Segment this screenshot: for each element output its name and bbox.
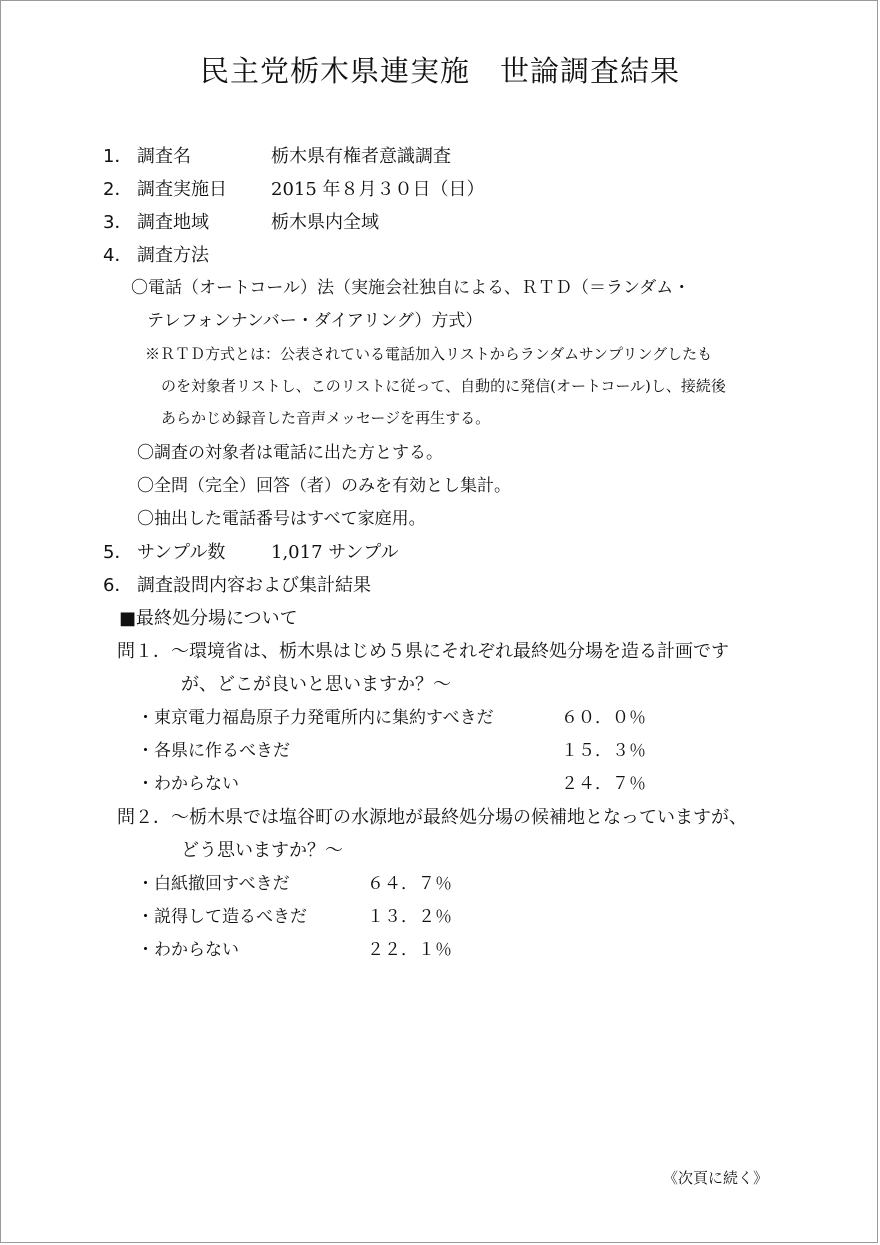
- question-1-line-1: 問１．～環境省は、栃木県はじめ５県にそれぞれ最終処分場を造る計画です: [117, 641, 729, 662]
- section-6-label: 調査設問内容および集計結果: [137, 575, 371, 596]
- section-2-number: 2．: [103, 179, 133, 200]
- section-3-number: 3．: [103, 212, 133, 233]
- section-1-number: 1．: [103, 146, 133, 167]
- section-5-label: サンプル数: [137, 542, 226, 563]
- page-title: 民主党栃木県連実施 世論調査結果: [199, 54, 680, 88]
- question-1-line-2: が、どこが良いと思いますか？～: [181, 674, 451, 695]
- q1-answer-value: ２４．７％: [561, 774, 646, 794]
- q2-answer-value: ６４．７％: [367, 874, 452, 894]
- continued-next-page-note: 《次頁に続く》: [663, 1169, 769, 1187]
- section-5-number: 5．: [103, 542, 133, 563]
- section-5-value: 1,017 サンプル: [271, 542, 399, 563]
- q2-answer-label: ・わからない: [137, 940, 239, 960]
- method-bullet-2: 〇全問（完全）回答（者）のみを有効とし集計。: [137, 476, 511, 496]
- method-bullet-1: 〇調査の対象者は電話に出た方とする。: [137, 443, 443, 463]
- subheading-disposal-site: ■最終処分場について: [119, 608, 298, 629]
- q1-answer-value: ６０．０％: [561, 708, 646, 728]
- section-1-label: 調査名: [137, 146, 191, 167]
- section-3-value: 栃木県内全域: [271, 212, 379, 233]
- rtd-note-line-1: ※ＲＴＤ方式とは：公表されている電話加入リストからランダムサンプリングしたも: [145, 345, 713, 363]
- q1-answer-label: ・わからない: [137, 774, 239, 794]
- section-6-number: 6．: [103, 575, 133, 596]
- q1-answer-label: ・東京電力福島原子力発電所内に集約すべきだ: [137, 708, 494, 728]
- section-4-number: 4．: [103, 245, 133, 266]
- method-line-2: テレフォンナンバー・ダイアリング）方式）: [147, 311, 483, 331]
- rtd-note-line-3: あらかじめ録音した音声メッセージを再生する。: [161, 409, 491, 427]
- q2-answer-label: ・説得して造るべきだ: [137, 907, 307, 927]
- section-2-label: 調査実施日: [137, 179, 227, 200]
- question-2-line-1: 問２．～栃木県では塩谷町の水源地が最終処分場の候補地となっていますが、: [117, 807, 747, 828]
- q2-answer-label: ・白紙撤回すべきだ: [137, 874, 290, 894]
- q2-answer-value: ２２．１％: [367, 940, 452, 960]
- section-4-label: 調査方法: [137, 245, 209, 266]
- question-2-line-2: どう思いますか？～: [181, 840, 343, 861]
- rtd-note-line-2: のを対象者リストし、このリストに従って、自動的に発信(オートコール)し、接続後: [161, 377, 726, 395]
- q2-answer-value: １３．２％: [367, 907, 452, 927]
- method-bullet-3: 〇抽出した電話番号はすべて家庭用。: [137, 509, 426, 529]
- section-3-label: 調査地域: [137, 212, 209, 233]
- q1-answer-label: ・各県に作るべきだ: [137, 741, 290, 761]
- method-line-1: 〇電話（オートコール）法（実施会社独自による、ＲＴＤ（＝ランダム・: [131, 278, 691, 298]
- q1-answer-value: １５．３％: [561, 741, 646, 761]
- section-2-value: 2015 年８月３０日（日）: [271, 179, 485, 200]
- section-1-value: 栃木県有権者意識調査: [271, 146, 451, 167]
